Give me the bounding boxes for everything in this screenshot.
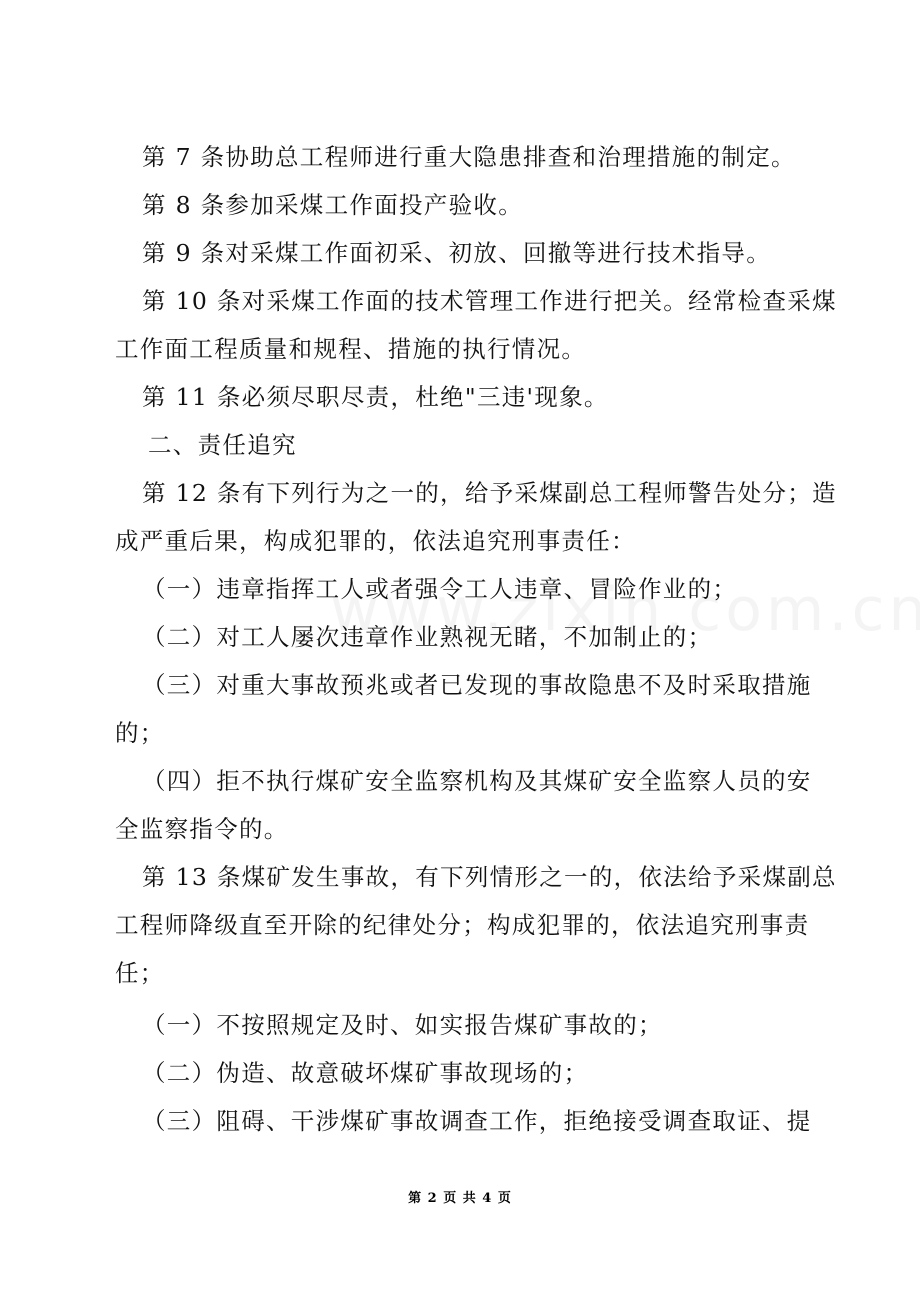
list-item-3-line-1: （三）对重大事故预兆或者已发现的事故隐患不及时采取措施 xyxy=(142,671,812,699)
article-12-line-1: 第 12 条有下列行为之一的，给予采煤副总工程师警告处分；造 xyxy=(142,479,837,507)
list-item-1: （一）违章指挥工人或者强令工人违章、冒险作业的； xyxy=(142,575,738,603)
article-7-line: 第 7 条协助总工程师进行重大隐患排查和治理措施的制定。 xyxy=(142,143,796,171)
article-10-line-1: 第 10 条对采煤工作面的技术管理工作进行把关。经常检查采煤 xyxy=(142,287,837,315)
list-item-3-line-2: 的； xyxy=(115,719,165,747)
list-item-2: （二）对工人屡次违章作业熟视无睹，不加制止的； xyxy=(142,623,713,651)
article-13-line-3: 任； xyxy=(115,959,165,987)
article-12-line-2: 成严重后果，构成犯罪的，依法追究刑事责任： xyxy=(115,527,636,555)
list-item-5: （一）不按照规定及时、如实报告煤矿事故的； xyxy=(142,1011,663,1039)
list-item-6: （二）伪造、故意破坏煤矿事故现场的； xyxy=(142,1059,589,1087)
article-9-line: 第 9 条对采煤工作面初采、初放、回撤等进行技术指导。 xyxy=(142,239,771,267)
article-10-line-2: 工作面工程质量和规程、措施的执行情况。 xyxy=(115,335,587,363)
section-heading: 二、责任追究 xyxy=(148,431,297,459)
list-item-4-line-1: （四）拒不执行煤矿安全监察机构及其煤矿安全监察人员的安 xyxy=(142,767,812,795)
article-13-line-1: 第 13 条煤矿发生事故，有下列情形之一的，依法给予采煤副总 xyxy=(142,863,837,891)
article-8-line: 第 8 条参加采煤工作面投产验收。 xyxy=(142,191,523,219)
article-11-line: 第 11 条必须尽职尽责，杜绝"三违'现象。 xyxy=(142,383,609,411)
list-item-4-line-2: 全监察指令的。 xyxy=(115,815,289,843)
article-13-line-2: 工程师降级直至开除的纪律处分；构成犯罪的，依法追究刑事责 xyxy=(115,911,810,939)
page-number-footer: 第 2 页 共 4 页 xyxy=(408,1191,512,1206)
list-item-7: （三）阻碍、干涉煤矿事故调查工作，拒绝接受调查取证、提 xyxy=(142,1107,812,1135)
